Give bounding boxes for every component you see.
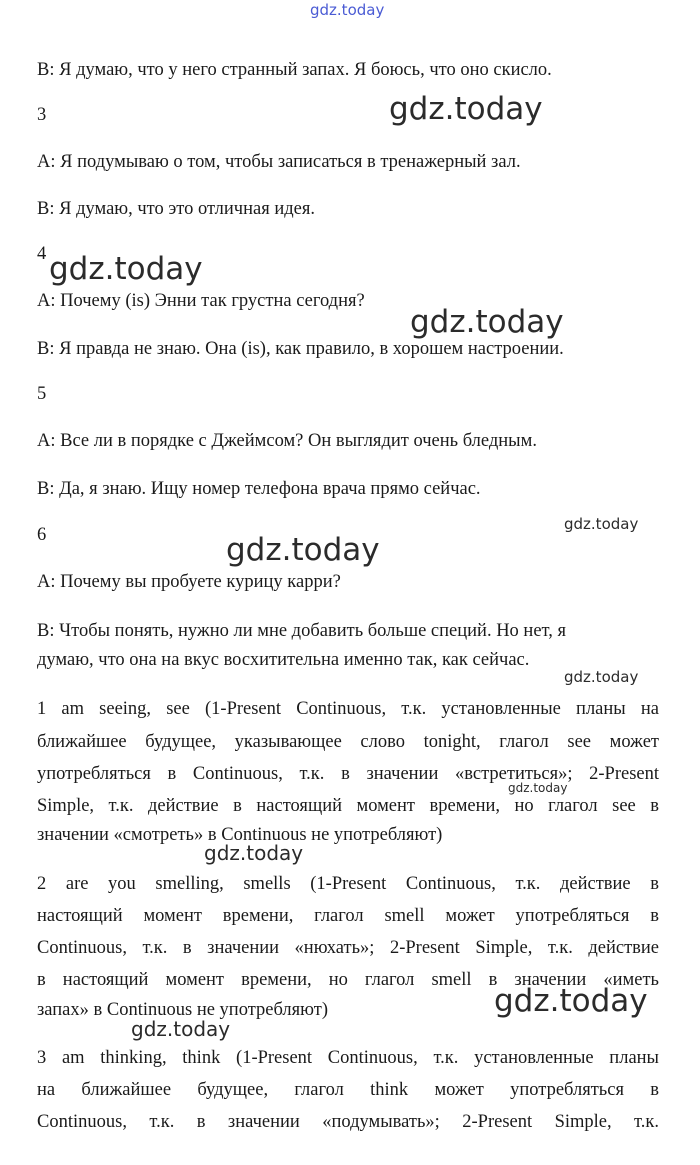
watermark: gdz.today [564,515,639,533]
watermark: gdz.today [508,781,568,795]
answer-line: Simple, т.к. действие в настоящий момент времени, но глагол see в [37,796,659,816]
answer-line: 1 am seeing, see (1-Present Continuous, т.к. установленные планы на [37,699,659,719]
answer-line: ближайшее будущее, указывающее слово tonight, глагол see может [37,732,659,752]
dialogue-line: В: Чтобы понять, нужно ли мне добавить больше специй. Но нет, я [37,621,566,641]
watermark: gdz.today [49,251,203,287]
dialogue-line: В: Я думаю, что это отличная идея. [37,199,315,219]
item-number: 4 [37,244,47,264]
answer-line: в настоящий момент времени, но глагол smell в значении «иметь [37,970,659,990]
dialogue-line: А: Все ли в порядке с Джеймсом? Он выглядит очень бледным. [37,431,537,451]
answer-line: Continuous, т.к. в значении «нюхать»; 2-Present Simple, т.к. действие [37,938,659,958]
answer-line: настоящий момент времени, глагол smell может употребляться в [37,906,659,926]
watermark: gdz.today [226,532,380,568]
item-number: 6 [37,525,47,545]
answer-line: запах» в Continuous не употребляют) [37,1000,328,1020]
watermark: gdz.today [564,668,639,686]
item-number: 3 [37,105,47,125]
watermark: gdz.today [494,983,648,1019]
dialogue-line: А: Я подумываю о том, чтобы записаться в тренажерный зал. [37,152,521,172]
dialogue-line: В: Я правда не знаю. Она (is), как правило, в хорошем настроении. [37,339,564,359]
watermark: gdz.today [410,304,564,340]
dialogue-line: В: Да, я знаю. Ищу номер телефона врача прямо сейчас. [37,479,481,499]
item-number: 5 [37,384,47,404]
watermark: gdz.today [389,91,543,127]
dialogue-line: В: Я думаю, что у него странный запах. Я боюсь, что оно скисло. [37,60,552,80]
answer-line: употребляться в Continuous, т.к. в значении «встретиться»; 2-Present [37,764,659,784]
dialogue-line: думаю, что она на вкус восхитительна именно так, как сейчас. [37,650,530,670]
watermark-top: gdz.today [310,1,385,19]
dialogue-line: А: Почему вы пробуете курицу карри? [37,572,341,592]
answer-line: Continuous, т.к. в значении «подумывать»; 2-Present Simple, т.к. [37,1112,659,1132]
watermark: gdz.today [204,841,304,865]
answer-line: 3 am thinking, think (1-Present Continuous, т.к. установленные планы [37,1048,659,1068]
answer-line: значении «смотреть» в Continuous не употребляют) [37,825,443,845]
answer-line: 2 are you smelling, smells (1-Present Continuous, т.к. действие в [37,874,659,894]
watermark: gdz.today [131,1017,231,1041]
answer-line: на ближайшее будущее, глагол think может употребляться в [37,1080,659,1100]
dialogue-line: А: Почему (is) Энни так грустна сегодня? [37,291,365,311]
